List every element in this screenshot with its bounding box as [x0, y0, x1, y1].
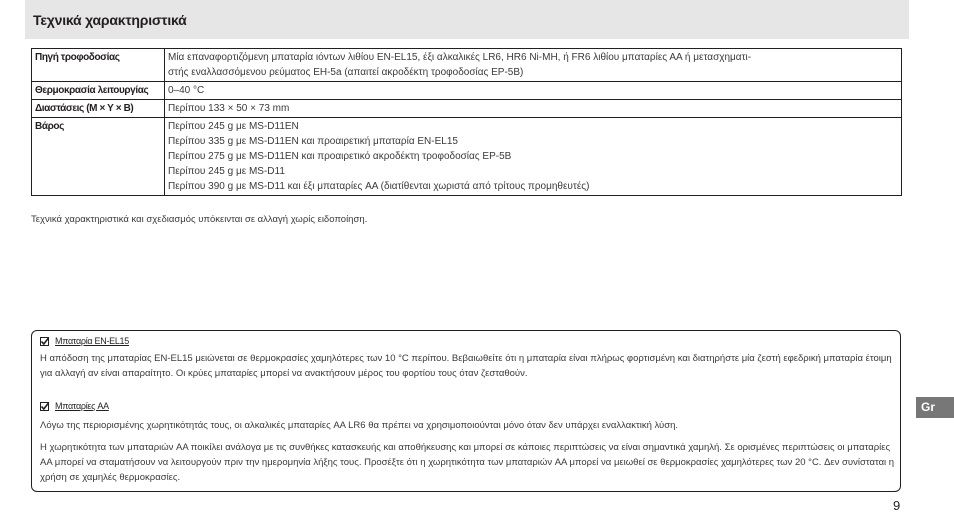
table-row — [32, 100, 902, 118]
spec-value — [165, 100, 902, 118]
spec-line: Περίπου 390 g με MS-D11 και έξι μπαταρίες AA (διατίθενται χωριστά από τρίτους προμηθευτές) — [168, 181, 590, 192]
spec-line: στής εναλλασσόμενου ρεύματος EH-5a (απαιτεί ακροδέκτη τροφοδοσίας EP-5B) — [168, 67, 524, 78]
spec-line: Περίπου 133 × 50 × 73 mm — [168, 103, 290, 114]
spec-label: Βάρος — [32, 118, 165, 196]
spec-label: Διαστάσεις (Μ × Υ × Β) — [32, 100, 165, 118]
caution-paragraph: Λόγω της περιορισμένης χωρητικότητάς τους, οι αλκαλικές μπαταρίες AA LR6 θα πρέπει να χρησιμοποιούνται μόνο όταν δεν υπάρχει εναλλακτική λύση. — [40, 420, 678, 431]
caution-heading-aa — [40, 401, 109, 411]
caution-heading-text: Μπαταρία EN-EL15 — [55, 336, 129, 346]
caution-heading-en-el15 — [40, 336, 129, 346]
spec-line: Περίπου 275 g με MS-D11EN και προαιρετικό ακροδέκτη τροφοδοσίας EP-5B — [168, 151, 512, 162]
check-box-icon — [40, 402, 49, 411]
page-number: 9 — [893, 498, 901, 513]
caution-paragraph: Η χωρητικότητα των μπαταριών AA ποικίλει ανάλογα με τις συνθήκες κατασκευής και αποθήκευσης και μπορεί σε κάποιες περιπτώσεις να είναι σημαντικά χαμηλή. Σε ορισμένες περιπτώσεις οι μπαταρίες AA μπορεί να σταματήσουν να λειτουργούν πριν την ημερομηνία λήξης τους. Προσέξτε ότι η χωρητικότητα των μπαταριών AA μπορεί να μειωθεί σε θερμοκρασίες χαμηλότερες των 20 °C. Δεν συνίσταται η χρήση σε χαμηλές θερμοκρασίες. — [40, 442, 895, 483]
table-row — [32, 49, 902, 82]
language-tab: Gr — [916, 397, 954, 418]
specs-table — [31, 48, 902, 196]
table-row — [32, 118, 902, 196]
caution-paragraph: Η απόδοση της μπαταρίας EN-EL15 μειώνεται σε θερμοκρασίες χαμηλότερες των 10 °C περίπου. Βεβαιωθείτε ότι η μπαταρία είναι πλήρως φορτισμένη και διατηρήστε μία ζεστή εφεδρική μπαταρία έτοιμη για αλλαγή αν είναι απαραίτητο. Οι κρύες μπαταρίες μπορεί να ανακτήσουν μέρος του φορτίου τους όταν ζεσταθούν. — [40, 353, 892, 379]
spec-line: Περίπου 245 g με MS-D11EN — [168, 121, 299, 132]
spec-line: Μία επαναφορτιζόμενη μπαταρία ιόντων λιθίου EN-EL15, έξι αλκαλικές LR6, HR6 Ni-MH, ή FR6 λιθίου μπαταρίες ΑΑ ή μετασχηματι- — [168, 52, 752, 63]
spec-line: Περίπου 335 g με MS-D11EN και προαιρετική μπαταρία EN-EL15 — [168, 136, 458, 147]
spec-line: 0–40 °C — [168, 85, 205, 96]
spec-label: Πηγή τροφοδοσίας — [32, 49, 165, 82]
spec-change-note: Τεχνικά χαρακτηριστικά και σχεδιασμός υπόκεινται σε αλλαγή χωρίς ειδοποίηση. — [31, 214, 368, 225]
check-box-icon — [40, 337, 49, 346]
page-title: Τεχνικά χαρακτηριστικά — [33, 12, 187, 28]
spec-value — [165, 49, 902, 82]
spec-value — [165, 118, 902, 196]
spec-value — [165, 82, 902, 100]
table-row — [32, 82, 902, 100]
spec-line: Περίπου 245 g με MS-D11 — [168, 166, 285, 177]
spec-label: Θερμοκρασία λειτουργίας — [32, 82, 165, 100]
caution-heading-text: Μπαταρίες AA — [55, 401, 109, 411]
caution-box — [31, 330, 901, 492]
